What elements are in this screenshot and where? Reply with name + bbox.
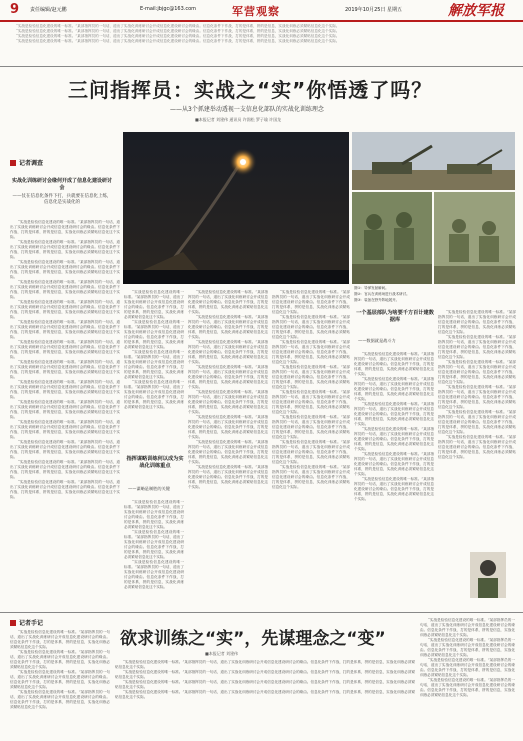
paragraph: “实战是检验信息化建设的唯一标准。”某部指挥员的一句话，道出了实战化训练研讨会开成信息化建设研讨会的缘由。信息化条件下作战，打的是体系，拼的是信息，实战化训练必须紧贴信息化这个实际。	[272, 340, 350, 364]
photo-caption-3: 图③：装备在野外阵地展开。	[354, 298, 400, 302]
bottom-mid-text	[115, 660, 415, 736]
masthead-logo: 解放军报	[448, 3, 504, 19]
paragraph: “实战是检验信息化建设的唯一标准。”某部指挥员的一句话，道出了实战化训练研讨会开成信息化建设研讨会的缘由。信息化条件下作战，打的是体系，拼的是信息，实战化训练必须紧贴信息化这个实际。	[272, 290, 350, 314]
paragraph: “实战是检验信息化建设的唯一标准。”某部指挥员的一句话，道出了实战化训练研讨会开成信息化建设研讨会的缘由。信息化条件下作战，打的是体系，拼的是信息，实战化训练必须紧贴信息化这个实际。	[124, 290, 184, 319]
paragraph: “实战是检验信息化建设的唯一标准。”某部指挥员的一句话，道出了实战化训练研讨会开成信息化建设研讨会的缘由。信息化条件下作战，打的是体系，拼的是信息，实战化训练必须紧贴信息化这个实际。	[124, 560, 184, 589]
missile-launch-image	[123, 132, 349, 284]
paragraph: “实战是检验信息化建设的唯一标准。”某部指挥员的一句话，道出了实战化训练研讨会开成信息化建设研讨会的缘由。信息化条件下作战，打的是体系，拼的是信息，实战化训练必须紧贴信息化这个实际。	[10, 320, 120, 339]
middle-column-3	[272, 290, 350, 608]
bottom-right-text	[420, 618, 515, 736]
email-line: E-mail:jbjgc@163.com	[140, 6, 197, 12]
strip-paragraph: “实战是检验信息化建设的唯一标准。”某部指挥员的一句话，道出了实战化训练研讨会开成信息化建设研讨会的缘由。信息化条件下作战，打的是体系，拼的是信息，实战化训练必须紧贴信息化这个实际。	[16, 24, 340, 28]
paragraph: “实战是检验信息化建设的唯一标准。”某部指挥员的一句话，道出了实战化训练研讨会开成信息化建设研讨会的缘由。信息化条件下作战，打的是体系，拼的是信息，实战化训练必须紧贴信息化这个实际。	[10, 420, 120, 439]
inline-sub-strategy: ——谋略是制胜的关键	[128, 486, 170, 491]
paragraph: “实战是检验信息化建设的唯一标准。”某部指挥员的一句话，道出了实战化训练研讨会开成信息化建设研讨会的缘由。信息化条件下作战，打的是体系，拼的是信息，实战化训练必须紧贴信息化这个实际。	[438, 385, 516, 409]
inline-head-strategy: 指挥谋略训练何以成为实战化训练重点	[126, 456, 184, 469]
page-header	[0, 0, 523, 22]
section-title: 军营观察	[232, 5, 280, 18]
paragraph: “实战是检验信息化建设的唯一标准。”某部指挥员的一句话，道出了实战化训练研讨会开成信息化建设研讨会的缘由。信息化条件下作战，打的是体系，拼的是信息，实战化训练必须紧贴信息化这个实际。	[188, 465, 268, 489]
paragraph: “实战是检验信息化建设的唯一标准。”某部指挥员的一句话，道出了实战化训练研讨会开成信息化建设研讨会的缘由。信息化条件下作战，打的是体系，拼的是信息，实战化训练必须紧贴信息化这个实际。	[420, 618, 515, 637]
sidebar-subtitle: ——仗在信息化条件下打，兵就要在信息化上练，信息化是实战化的	[12, 194, 112, 205]
sidebar-title: 实战化训练研讨会缘何开成了信息化建设研讨会	[12, 178, 113, 191]
paragraph: “实战是检验信息化建设的唯一标准。”某部指挥员的一句话，道出了实战化训练研讨会开成信息化建设研讨会的缘由。信息化条件下作战，打的是体系，拼的是信息，实战化训练必须紧贴信息化这个实际。	[188, 365, 268, 389]
paragraph: “实战是检验信息化建设的唯一标准。”某部指挥员的一句话，道出了实战化训练研讨会开成信息化建设研讨会的缘由。信息化条件下作战，打的是体系，拼的是信息，实战化训练必须紧贴信息化这个实际。	[354, 352, 434, 376]
paragraph: “实战是检验信息化建设的唯一标准。”某部指挥员的一句话，道出了实战化训练研讨会开成信息化建设研讨会的缘由。信息化条件下作战，打的是体系，拼的是信息，实战化训练必须紧贴信息化这个实际。	[10, 340, 120, 359]
second-headline: 欲求训练之“实”，先谋理念之“变”	[120, 629, 386, 649]
paragraph: “实战是检验信息化建设的唯一标准。”某部指挥员的一句话，道出了实战化训练研讨会开成信息化建设研讨会的缘由。信息化条件下作战，打的是体系，拼的是信息，实战化训练必须紧贴信息化这个实际。	[10, 260, 120, 279]
strip-paragraph-4: “实战是检验信息化建设的唯一标准。”某部指挥员的一句话，道出了实战化训练研讨会开成信息化建设研讨会的缘由。信息化条件下作战，打的是体系，拼的是信息，实战化训练必须紧贴信息化这个实际。	[16, 39, 340, 43]
middle-column-1b	[124, 500, 184, 608]
photo-caption-1: 图①：导弹发射瞬间。	[354, 286, 389, 290]
paragraph: “实战是检验信息化建设的唯一标准。”某部指挥员的一句话，道出了实战化训练研讨会开成信息化建设研讨会的缘由。信息化条件下作战，打的是体系，拼的是信息，实战化训练必须紧贴信息化这个实际。	[124, 500, 184, 529]
paragraph: “实战是检验信息化建设的唯一标准。”某部指挥员的一句话，道出了实战化训练研讨会开成信息化建设研讨会的缘由。信息化条件下作战，打的是体系，拼的是信息，实战化训练必须紧贴信息化这个实际。	[124, 350, 184, 379]
paragraph: “实战是检验信息化建设的唯一标准。”某部指挥员的一句话，道出了实战化训练研讨会开成信息化建设研讨会的缘由。信息化条件下作战，打的是体系，拼的是信息，实战化训练必须紧贴信息化这个实际。	[115, 680, 415, 689]
date-line: 2019年10月25日 星期五	[345, 7, 403, 13]
paragraph: “实战是检验信息化建设的唯一标准。”某部指挥员的一句话，道出了实战化训练研讨会开成信息化建设研讨会的缘由。信息化条件下作战，打的是体系，拼的是信息，实战化训练必须紧贴信息化这个实际。	[438, 360, 516, 384]
paragraph: “实战是检验信息化建设的唯一标准。”某部指挥员的一句话，道出了实战化训练研讨会开成信息化建设研讨会的缘由。信息化条件下作战，打的是体系，拼的是信息，实战化训练必须紧贴信息化这个实际。	[354, 377, 434, 401]
paragraph: “实战是检验信息化建设的唯一标准。”某部指挥员的一句话，道出了实战化训练研讨会开成信息化建设研讨会的缘由。信息化条件下作战，打的是体系，拼的是信息，实战化训练必须紧贴信息化这个实际。	[188, 415, 268, 439]
paragraph: “实战是检验信息化建设的唯一标准。”某部指挥员的一句话，道出了实战化训练研讨会开成信息化建设研讨会的缘由。信息化条件下作战，打的是体系，拼的是信息，实战化训练必须紧贴信息化这个实际。	[188, 390, 268, 414]
paragraph: “实战是检验信息化建设的唯一标准。”某部指挥员的一句话，道出了实战化训练研讨会开成信息化建设研讨会的缘由。信息化条件下作战，打的是体系，拼的是信息，实战化训练必须紧贴信息化这个实际。	[10, 670, 110, 689]
paragraph: “实战是检验信息化建设的唯一标准。”某部指挥员的一句话，道出了实战化训练研讨会开成信息化建设研讨会的缘由。信息化条件下作战，打的是体系，拼的是信息，实战化训练必须紧贴信息化这个实际。	[10, 440, 120, 459]
top-strip-text	[8, 24, 515, 64]
right-column-1	[354, 352, 434, 608]
paragraph: “实战是检验信息化建设的唯一标准。”某部指挥员的一句话，道出了实战化训练研讨会开成信息化建设研讨会的缘由。信息化条件下作战，打的是体系，拼的是信息，实战化训练必须紧贴信息化这个实际。	[438, 310, 516, 334]
paragraph: “实战是检验信息化建设的唯一标准。”某部指挥员的一句话，道出了实战化训练研讨会开成信息化建设研讨会的缘由。信息化条件下作战，打的是体系，拼的是信息，实战化训练必须紧贴信息化这个实际。	[354, 477, 434, 501]
paragraph: “实战是检验信息化建设的唯一标准。”某部指挥员的一句话，道出了实战化训练研讨会开成信息化建设研讨会的缘由。信息化条件下作战，打的是体系，拼的是信息，实战化训练必须紧贴信息化这个实际。	[124, 380, 184, 409]
left-column-text	[10, 220, 120, 608]
field-unit-image	[434, 192, 515, 284]
paragraph: “实战是检验信息化建设的唯一标准。”某部指挥员的一句话，道出了实战化训练研讨会开成信息化建设研讨会的缘由。信息化条件下作战，打的是体系，拼的是信息，实战化训练必须紧贴信息化这个实际。	[272, 465, 350, 489]
paragraph: “实战是检验信息化建设的唯一标准。”某部指挥员的一句话，道出了实战化训练研讨会开成信息化建设研讨会的缘由。信息化条件下作战，打的是体系，拼的是信息，实战化训练必须紧贴信息化这个实际。	[272, 315, 350, 339]
paragraph: “实战是检验信息化建设的唯一标准。”某部指挥员的一句话，道出了实战化训练研讨会开成信息化建设研讨会的缘由。信息化条件下作战，打的是体系，拼的是信息，实战化训练必须紧贴信息化这个实际。	[10, 460, 120, 479]
paragraph: “实战是检验信息化建设的唯一标准。”某部指挥员的一句话，道出了实战化训练研讨会开成信息化建设研讨会的缘由。信息化条件下作战，打的是体系，拼的是信息，实战化训练必须紧贴信息化这个实际。	[188, 315, 268, 339]
paragraph: “实战是检验信息化建设的唯一标准。”某部指挥员的一句话，道出了实战化训练研讨会开成信息化建设研讨会的缘由。信息化条件下作战，打的是体系，拼的是信息，实战化训练必须紧贴信息化这个实际。	[354, 452, 434, 476]
page-number: 9	[10, 2, 20, 17]
bottom-left-text	[10, 630, 110, 736]
paragraph: “实战是检验信息化建设的唯一标准。”某部指挥员的一句话，道出了实战化训练研讨会开成信息化建设研讨会的缘由。信息化条件下作战，打的是体系，拼的是信息，实战化训练必须紧贴信息化这个实际。	[10, 300, 120, 319]
right-column-2	[438, 310, 516, 550]
photo-field-unit	[434, 192, 515, 284]
inline-head-database: 一个基层部队为啥要千方百计建数据库	[356, 310, 434, 323]
paragraph: “实战是检验信息化建设的唯一标准。”某部指挥员的一句话，道出了实战化训练研讨会开成信息化建设研讨会的缘由。信息化条件下作战，打的是体系，拼的是信息，实战化训练必须紧贴信息化这个实际。	[10, 690, 110, 709]
paragraph: “实战是检验信息化建设的唯一标准。”某部指挥员的一句话，道出了实战化训练研讨会开成信息化建设研讨会的缘由。信息化条件下作战，打的是体系，拼的是信息，实战化训练必须紧贴信息化这个实际。	[10, 360, 120, 379]
paragraph: “实战是检验信息化建设的唯一标准。”某部指挥员的一句话，道出了实战化训练研讨会开成信息化建设研讨会的缘由。信息化条件下作战，打的是体系，拼的是信息，实战化训练必须紧贴信息化这个实际。	[188, 440, 268, 464]
second-byline: ■本报记者 刘建伟	[205, 651, 239, 656]
reporter-portrait	[470, 552, 506, 598]
paragraph: “实战是检验信息化建设的唯一标准。”某部指挥员的一句话，道出了实战化训练研讨会开成信息化建设研讨会的缘由。信息化条件下作战，打的是体系，拼的是信息，实战化训练必须紧贴信息化这个实际。	[10, 650, 110, 669]
paragraph: “实战是检验信息化建设的唯一标准。”某部指挥员的一句话，道出了实战化训练研讨会开成信息化建设研讨会的缘由。信息化条件下作战，打的是体系，拼的是信息，实战化训练必须紧贴信息化这个实际。	[272, 440, 350, 464]
strip-paragraph-2: “实战是检验信息化建设的唯一标准。”某部指挥员的一句话，道出了实战化训练研讨会开成信息化建设研讨会的缘由。信息化条件下作战，打的是体系，拼的是信息，实战化训练必须紧贴信息化这个实际。	[16, 29, 340, 33]
paragraph: “实战是检验信息化建设的唯一标准。”某部指挥员的一句话，道出了实战化训练研讨会开成信息化建设研讨会的缘由。信息化条件下作战，打的是体系，拼的是信息，实战化训练必须紧贴信息化这个实际。	[115, 660, 415, 669]
paragraph: “实战是检验信息化建设的唯一标准。”某部指挥员的一句话，道出了实战化训练研讨会开成信息化建设研讨会的缘由。信息化条件下作战，打的是体系，拼的是信息，实战化训练必须紧贴信息化这个实际。	[438, 410, 516, 434]
paragraph: “实战是检验信息化建设的唯一标准。”某部指挥员的一句话，道出了实战化训练研讨会开成信息化建设研讨会的缘由。信息化条件下作战，打的是体系，拼的是信息，实战化训练必须紧贴信息化这个实际。	[124, 320, 184, 349]
main-byline: ■本报记者 刘建伟 通讯员 许润松 罗子瑜 许国龙	[195, 117, 282, 122]
paragraph: “实战是检验信息化建设的唯一标准。”某部指挥员的一句话，道出了实战化训练研讨会开成信息化建设研讨会的缘由。信息化条件下作战，打的是体系，拼的是信息，实战化训练必须紧贴信息化这个实际。	[438, 435, 516, 459]
paragraph: “实战是检验信息化建设的唯一标准。”某部指挥员的一句话，道出了实战化训练研讨会开成信息化建设研讨会的缘由。信息化条件下作战，打的是体系，拼的是信息，实战化训练必须紧贴信息化这个实际。	[272, 415, 350, 439]
main-subtitle: ——从3个抓建举动透视一支信息化部队的实战化训练理念	[170, 106, 324, 113]
reporter-tag: 记者调查	[10, 158, 43, 167]
paragraph: “实战是检验信息化建设的唯一标准。”某部指挥员的一句话，道出了实战化训练研讨会开成信息化建设研讨会的缘由。信息化条件下作战，打的是体系，拼的是信息，实战化训练必须紧贴信息化这个实际。	[10, 380, 120, 399]
middle-column-2	[188, 290, 268, 608]
main-headline: 三问指挥员：实战之“实”你悟透了吗？	[68, 78, 433, 102]
paragraph: “实战是检验信息化建设的唯一标准。”某部指挥员的一句话，道出了实战化训练研讨会开成信息化建设研讨会的缘由。信息化条件下作战，打的是体系，拼的是信息，实战化训练必须紧贴信息化这个实际。	[420, 658, 515, 677]
portrait-image	[470, 552, 506, 598]
paragraph: “实战是检验信息化建设的唯一标准。”某部指挥员的一句话，道出了实战化训练研讨会开成信息化建设研讨会的缘由。信息化条件下作战，打的是体系，拼的是信息，实战化训练必须紧贴信息化这个实际。	[10, 480, 120, 499]
paragraph: “实战是检验信息化建设的唯一标准。”某部指挥员的一句话，道出了实战化训练研讨会开成信息化建设研讨会的缘由。信息化条件下作战，打的是体系，拼的是信息，实战化训练必须紧贴信息化这个实际。	[188, 340, 268, 364]
soldiers-image	[352, 192, 432, 284]
editor-line: 责任编辑/赵元鹏	[30, 7, 67, 13]
paragraph: “实战是检验信息化建设的唯一标准。”某部指挥员的一句话，道出了实战化训练研讨会开成信息化建设研讨会的缘由。信息化条件下作战，打的是体系，拼的是信息，实战化训练必须紧贴信息化这个实际。	[272, 390, 350, 414]
paragraph: “实战是检验信息化建设的唯一标准。”某部指挥员的一句话，道出了实战化训练研讨会开成信息化建设研讨会的缘由。信息化条件下作战，打的是体系，拼的是信息，实战化训练必须紧贴信息化这个实际。	[438, 335, 516, 359]
divider-bottom	[0, 612, 523, 613]
paragraph: “实战是检验信息化建设的唯一标准。”某部指挥员的一句话，道出了实战化训练研讨会开成信息化建设研讨会的缘由。信息化条件下作战，打的是体系，拼的是信息，实战化训练必须紧贴信息化这个实际。	[115, 690, 415, 699]
paragraph: “实战是检验信息化建设的唯一标准。”某部指挥员的一句话，道出了实战化训练研讨会开成信息化建设研讨会的缘由。信息化条件下作战，打的是体系，拼的是信息，实战化训练必须紧贴信息化这个实际。	[115, 670, 415, 679]
photo-soldiers	[352, 192, 432, 284]
paragraph: “实战是检验信息化建设的唯一标准。”某部指挥员的一句话，道出了实战化训练研讨会开成信息化建设研讨会的缘由。信息化条件下作战，打的是体系，拼的是信息，实战化训练必须紧贴信息化这个实际。	[124, 530, 184, 559]
paragraph: “实战是检验信息化建设的唯一标准。”某部指挥员的一句话，道出了实战化训练研讨会开成信息化建设研讨会的缘由。信息化条件下作战，打的是体系，拼的是信息，实战化训练必须紧贴信息化这个实际。	[354, 402, 434, 426]
paragraph: “实战是检验信息化建设的唯一标准。”某部指挥员的一句话，道出了实战化训练研讨会开成信息化建设研讨会的缘由。信息化条件下作战，打的是体系，拼的是信息，实战化训练必须紧贴信息化这个实际。	[420, 638, 515, 657]
strip-paragraph-3: “实战是检验信息化建设的唯一标准。”某部指挥员的一句话，道出了实战化训练研讨会开成信息化建设研讨会的缘由。信息化条件下作战，打的是体系，拼的是信息，实战化训练必须紧贴信息化这个实际。	[16, 34, 340, 38]
inline-sub-database: ——数据就是战斗力	[358, 338, 396, 343]
paragraph: “实战是检验信息化建设的唯一标准。”某部指挥员的一句话，道出了实战化训练研讨会开成信息化建设研讨会的缘由。信息化条件下作战，打的是体系，拼的是信息，实战化训练必须紧贴信息化这个实际。	[10, 220, 120, 239]
paragraph: “实战是检验信息化建设的唯一标准。”某部指挥员的一句话，道出了实战化训练研讨会开成信息化建设研讨会的缘由。信息化条件下作战，打的是体系，拼的是信息，实战化训练必须紧贴信息化这个实际。	[354, 427, 434, 451]
photo-artillery	[352, 132, 515, 190]
paragraph: “实战是检验信息化建设的唯一标准。”某部指挥员的一句话，道出了实战化训练研讨会开成信息化建设研讨会的缘由。信息化条件下作战，打的是体系，拼的是信息，实战化训练必须紧贴信息化这个实际。	[188, 290, 268, 314]
middle-column-1	[124, 290, 184, 450]
photo-missile-launch	[123, 132, 349, 284]
paragraph: “实战是检验信息化建设的唯一标准。”某部指挥员的一句话，道出了实战化训练研讨会开成信息化建设研讨会的缘由。信息化条件下作战，打的是体系，拼的是信息，实战化训练必须紧贴信息化这个实际。	[10, 240, 120, 259]
paragraph: “实战是检验信息化建设的唯一标准。”某部指挥员的一句话，道出了实战化训练研讨会开成信息化建设研讨会的缘由。信息化条件下作战，打的是体系，拼的是信息，实战化训练必须紧贴信息化这个实际。	[272, 365, 350, 389]
artillery-image	[352, 132, 515, 190]
paragraph: “实战是检验信息化建设的唯一标准。”某部指挥员的一句话，道出了实战化训练研讨会开成信息化建设研讨会的缘由。信息化条件下作战，打的是体系，拼的是信息，实战化训练必须紧贴信息化这个实际。	[10, 400, 120, 419]
paragraph: “实战是检验信息化建设的唯一标准。”某部指挥员的一句话，道出了实战化训练研讨会开成信息化建设研讨会的缘由。信息化条件下作战，打的是体系，拼的是信息，实战化训练必须紧贴信息化这个实际。	[10, 280, 120, 299]
reporter-notes-tag: 记者手记	[10, 618, 43, 627]
photo-caption-2: 图②：官兵在训练场进行战术研讨。	[354, 292, 410, 296]
paragraph: “实战是检验信息化建设的唯一标准。”某部指挥员的一句话，道出了实战化训练研讨会开成信息化建设研讨会的缘由。信息化条件下作战，打的是体系，拼的是信息，实战化训练必须紧贴信息化这个实际。	[420, 678, 515, 697]
paragraph: “实战是检验信息化建设的唯一标准。”某部指挥员的一句话，道出了实战化训练研讨会开成信息化建设研讨会的缘由。信息化条件下作战，打的是体系，拼的是信息，实战化训练必须紧贴信息化这个实际。	[10, 630, 110, 649]
divider	[0, 66, 523, 67]
